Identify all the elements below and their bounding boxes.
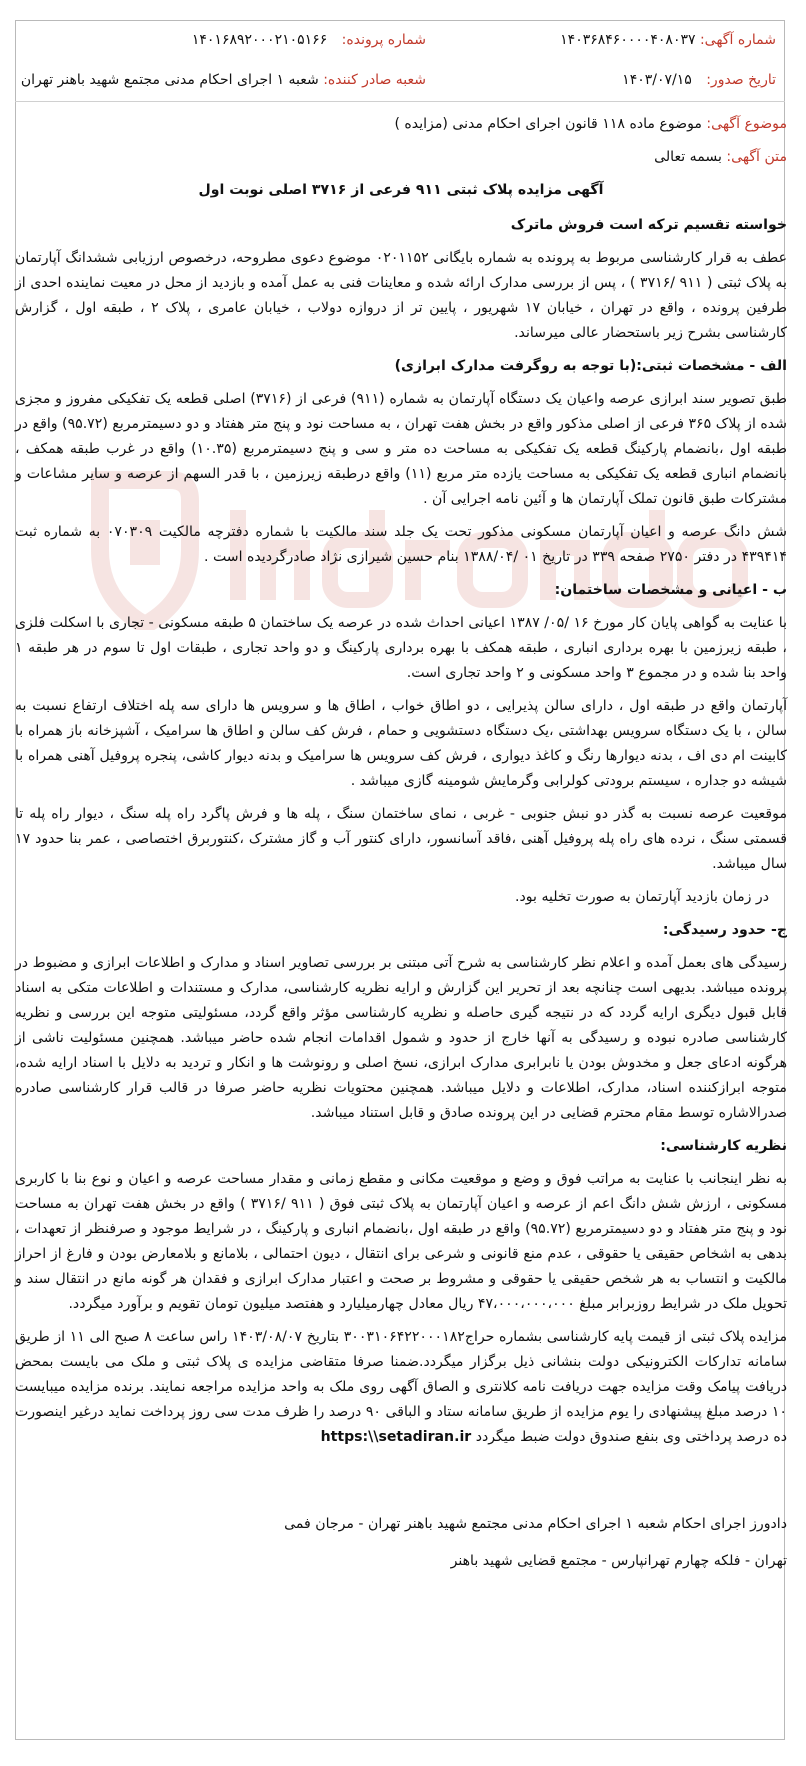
paragraph-location: موقعیت عرصه نسبت به گذر دو نبش جنوبی - غربی ، نمای ساختمان سنگ ، پله ها و فرش پاگرد راه پله سنگ ، دیوار راه پله تا قسمتی سنگ ، نرده های راه پله پروفیل آهنی ،فاقد آسانسور، دارای کنتور آب و گاز مشترک ،کنتوربرق اختصاصی ، عمر بنا حدود ۱۷ سال میباشد.	[15, 806, 787, 872]
section-scope: ج- حدود رسیدگی:	[662, 922, 787, 938]
ad-title: آگهی مزایده پلاک ثبتی ۹۱۱ فرعی از ۳۷۱۶ اصلی نوبت اول	[198, 182, 604, 198]
paragraph-apartment: آپارتمان واقع در طبقه اول ، دارای سالن پذیرایی ، دو اطاق خواب ، اطاق ها و سرویس ها دارای سه پله اختلاف ارتفاع نسبت به سالن ، با یک دستگاه سرویس بهداشتی ،یک دستگاه دستشویی و حمام ، فرش کف سالن و اطاق ها سرامیک ، آشپزخانه باز همراه با کابینت ام دی اف ، بدنه دیوارها رنگ و کاغذ دیواری ، فرش کف سرویس ها سرامیک و بدنه دیوار کاشی، پنجره پروفیل آهنی همراه با شیشه دو جداره ، سیستم برودتی کولرابی وگرمایش شومینه گازی میباشد .	[15, 698, 787, 789]
ad-number-label: شماره آگهی:	[699, 32, 776, 48]
body-label: متن آگهی:	[726, 149, 787, 165]
ad-content	[15, 112, 787, 1582]
issue-date: ۱۴۰۳/۰۷/۱۵	[622, 72, 692, 88]
paragraph-vacancy: در زمان بازدید آپارتمان به صورت تخلیه بود.	[515, 889, 769, 905]
issue-date-label: تاریخ صدور:	[706, 72, 776, 88]
body-intro-line	[15, 145, 787, 170]
issue-date-field	[622, 72, 776, 88]
setadiran-link[interactable]: https:\\setadiran.ir	[320, 1429, 472, 1445]
ad-number-field	[560, 32, 776, 48]
subject-text: موضوع ماده ۱۱۸ قانون اجرای احکام مدنی (مزایده )	[394, 116, 702, 132]
body-intro-text: بسمه تعالی	[654, 149, 722, 165]
ad-number: ۱۴۰۳۶۸۴۶۰۰۰۰۴۰۸۰۳۷	[560, 32, 696, 48]
section-registration: الف - مشخصات ثبتی:(با توجه به روگرفت مدارک ابرازی)	[394, 358, 787, 374]
paragraph-ownership: شش دانگ عرصه و اعیان آپارتمان مسکونی مذکور تحت یک جلد سند مالکیت با شماره دفترچه مالکیت ۰۷۰۳۰۹ به شماره ثبت ۴۳۹۴۱۴ در دفتر ۲۷۵۰ صفحه ۳۳۹ در تاریخ ۰۱ /۱۳۸۸/۰۴ بنام حسین شیرازی نژاد صادرگردیده است .	[15, 524, 787, 565]
ad-subtitle: خواسته تقسیم ترکه است فروش ماترک	[510, 217, 787, 233]
case-number-field	[192, 32, 426, 48]
section-opinion: نظریه کارشناسی:	[660, 1138, 787, 1154]
case-number-label: شماره پرونده:	[341, 32, 426, 48]
issuer: شعبه ۱ اجرای احکام مدنی مجتمع شهید باهنر تهران	[20, 72, 319, 88]
case-number: ۱۴۰۱۶۸۹۲۰۰۰۲۱۰۵۱۶۶	[191, 32, 328, 48]
footer-officer: دادورز اجرای احکام شعبه ۱ اجرای احکام مدنی مجتمع شهید باهنر تهران - مرجان فمی	[284, 1516, 787, 1532]
paragraph-opinion: به نظر اینجانب با عنایت به مراتب فوق و وضع و موقعیت مکانی و مقطع زمانی و مقدار مساحت عرصه و اعیان و نوع بنا با کاربری مسکونی ، ارزش شش دانگ اعم از عرصه و اعیان آپارتمان به پلاک ثبتی فوق ( ۹۱۱ /۳۷۱۶ ) واقع در بخش هفت تهران به مساحت نود و پنج متر هفتاد و دو دسیمترمربع (۹۵.۷۲) واقع در طبقه اول ،بانضمام انباری و پارکینگ ، در شرایط موجود و صرفنظر از تعهدات ، بدهی به اشخاص حقیقی یا حقوقی ، عدم منع قانونی و شرعی برای انتقال ، دیون احتمالی ، بلامانع و بلامعارض بودن و فارغ از احراز مالکیت و انتساب به هر شخص حقیقی یا حقوقی و مشروط بر صحت و اعتبار مدارک ابرازی و فقدان هر گونه مانع در انتقال سند و تحویل ملک در شرایط روزبرابر مبلغ ۴۷،۰۰۰،۰۰۰،۰۰۰ ریال معادل چهارمیلیارد و هفتصد میلیون تومان تقویم و برآورد میگردد.	[15, 1171, 787, 1312]
section-building: ب - اعیانی و مشخصات ساختمان:	[554, 582, 787, 598]
paragraph-intro: عطف به قرار کارشناسی مربوط به پرونده به شماره بایگانی ۰۲۰۱۱۵۲ موضوع دعوی مطروحه، درخصوص ارزیابی ششدانگ آپارتمان به پلاک ثبتی ( ۹۱۱ /۳۷۱۶ ) ، پس از بررسی مدارک ارائه شده و معاینات فنی به عمل آمده و بازدید از محل در معیت نماینده احدی از طرفین پرونده ، واقع در تهران ، خیابان ۱۷ شهریور ، پایین تر از دروازه دولاب ، خیابان عامری ، پلاک ۲ ، طبقه اول ، گزارش کارشناسی بشرح زیر باستحضار عالی میرساند.	[15, 250, 787, 341]
paragraph-scope: رسیدگی های بعمل آمده و اعلام نظر کارشناسی به شرح آتی مبتنی بر بررسی تصاویر اسناد و مدارک و اطلاعات ابرازی و مضبوط در پرونده میباشد. بدیهی است چنانچه بعد از تحریر این گزارش و ارایه نظریه کارشناسی، مدارک و مستندات و اطلاعات متکی به اسناد قابل قبول دیگری ارایه گردد که در نتیجه گیری حاصله و نظریه کارشناسی مؤثر واقع گردد، مسئولیتی متوجه این بررسی و نظریه کارشناسی صادره نبوده و رسیدگی به آنها خارج از حدود و شمول اقدامات انجام شده حاضر میباشد. همچنین مسئولیت ناشی از هرگونه ادعای جعل و مخدوش بودن یا نابرابری مدارک ابرازی، نسخ اصلی و رونوشت ها و انکار و تردید به دلایل با اسناد ارایه شده، متوجه ابرازکننده اسناد، مدارک، اطلاعات و دلایل میباشد. همچنین محتویات نظریه حاضر صرفا در قالب قرار کارشناسی صادره صدرالاشاره توسط مقام محترم قضایی در این پرونده صادق و قابل استناد میباشد.	[15, 955, 787, 1121]
paragraph-building: با عنایت به گواهی پایان کار مورخ ۱۶ /۰۵/ ۱۳۸۷ اعیانی احداث شده در عرصه یک ساختمان ۵ طبقه مسکونی - تجاری با اسکلت فلزی ، طبقه زیرزمین با بهره برداری انباری ، طبقه همکف با بهره برداری پارکینگ و دو واحد تجاری ، طبقات اول تا سوم در هر طبقه ۱ واحد بنا شده و در مجموع ۳ واحد مسکونی و ۲ واحد تجاری است.	[15, 615, 788, 681]
footer-address: تهران - فلکه چهارم تهرانپارس - مجتمع قضایی شهید باهنر	[450, 1553, 787, 1569]
issuer-field	[21, 72, 426, 88]
subject-line	[15, 112, 787, 137]
subject-label: موضوع آگهی:	[706, 116, 787, 132]
paragraph-deed: طبق تصویر سند ابرازی عرصه واعیان یک دستگاه آپارتمان به شماره (۹۱۱) فرعی از (۳۷۱۶) اصلی قطعه یک تفکیکی مفروز و مجزی شده از پلاک ۳۶۵ فرعی از اصلی مذکور واقع در بخش هفت تهران ، به مساحت نود و پنج متر هفتاد و دو دسیمترمربع (۹۵.۷۲) واقع در طبقه اول ،بانضمام پارکینگ قطعه یک تفکیکی به مساحت ده متر و سی و پنج دسیمترمربع (۱۰.۳۵) واقع در غرب طبقه همکف ، بانضمام انباری قطعه یک تفکیکی به مساحت یازده متر مربع (۱۱) واقع درطبقه زیرزمین ، با قدر السهم از عرصه و سایر مشاعات و مشترکات طبق قانون تملک آپارتمان ها و آئین نامه اجرایی آن .	[15, 391, 787, 507]
paragraph-auction	[15, 1325, 787, 1450]
issuer-label: شعبه صادر کننده:	[323, 72, 426, 88]
auction-text: مزایده پلاک ثبتی از قیمت پایه کارشناسی بشماره حراج۳۰۰۳۱۰۶۴۲۲۰۰۰۱۸۲ بتاریخ ۱۴۰۳/۰۸/۰۷ راس ساعت ۸ صبح الی ۱۱ از طریق سامانه تدارکات الکترونیکی دولت بنشانی ذیل برگزار میگردد.ضمنا صرفا متقاضی مزایده ی پلاک ثبتی و ملک می بایست بمحض دریافت پیامک وقت مزایده جهت دریافت نامه کلانتری و الصاق آگهی روی ملک به واحد مزایده مراجعه نمایند. برنده مزایده میبایست ۱۰ درصد مبلغ پیشنهادی را یوم مزایده از طریق سامانه ستاد و الباقی ۹۰ درصد را ظرف مدت سی روز پرداخت نماید درغیر اینصورت ده درصد پرداختی وی بنفع صندوق دولت ضبط میگردد	[15, 1329, 787, 1445]
